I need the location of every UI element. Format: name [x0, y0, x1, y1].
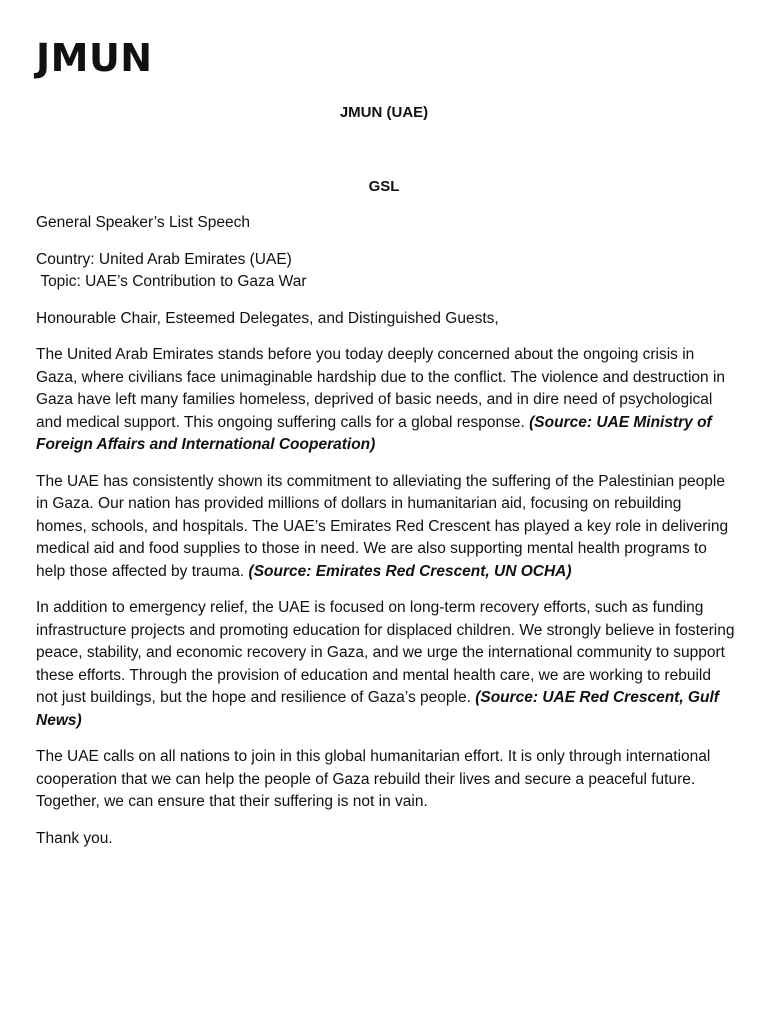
salutation: Honourable Chair, Esteemed Delegates, and Distinguished Guests,	[36, 309, 499, 327]
jmun-logo: JMUN	[36, 36, 153, 80]
paragraph-text: In addition to emergency relief, the UAE is focused on long-term recovery efforts, such as funding infrastructure projects and promoting education for displaced children. We strongly believe in fostering peace, stability, and economic recovery in Gaza, and we urge the international community to support these efforts. Through the provision of education and mental health care, we are working to rebuild not just buildings, but the hope and resilience of Gaza’s people.	[36, 599, 735, 706]
sign-off: Thank you.	[36, 829, 113, 847]
speech-body	[36, 212, 736, 864]
closing-paragraph: The UAE calls on all nations to join in this global humanitarian effort. It is only through international cooperation that we can help the people of Gaza rebuild their lives and secure a peaceful future. Together, we can ensure that their suffering is not in vain.	[36, 748, 711, 810]
document-subtitle: JMUN (UAE)	[339, 104, 429, 121]
speech-paragraph-3	[36, 597, 736, 732]
speech-paragraph-2	[36, 471, 736, 584]
country-topic-block	[36, 249, 736, 294]
paragraph-text: The United Arab Emirates stands before you today deeply concerned about the ongoing crisis in Gaza, where civilians face unimaginable hardship due to the conflict. The violence and destruction in Gaza have left many families homeless, deprived of basic needs, and in dire need of psychological and medical support. This ongoing suffering calls for a global response.	[36, 346, 726, 431]
speech-type: General Speaker’s List Speech	[36, 214, 250, 231]
source-citation: (Source: UAE Red Crescent, Gulf News)	[36, 689, 719, 729]
source-citation: (Source: UAE Ministry of Foreign Affairs and International Cooperation)	[36, 413, 712, 453]
source-citation: (Source: Emirates Red Crescent, UN OCHA)	[248, 562, 572, 580]
topic-line: Topic: UAE’s Contribution to Gaza War	[40, 273, 307, 290]
paragraph-text: The UAE has consistently shown its commitment to alleviating the suffering of the Palestinian people in Gaza. Our nation has provided millions of dollars in humanitarian aid, focusing on rebuilding homes, schools, and hospitals. The UAE’s Emirates Red Crescent has played a key role in delivering medical aid and food supplies to those in need. We are also supporting mental health programs to help those affected by trauma.	[36, 472, 729, 580]
speech-paragraph-1	[36, 344, 736, 457]
section-title: GSL	[368, 178, 400, 195]
country-line: Country: United Arab Emirates (UAE)	[36, 250, 292, 268]
